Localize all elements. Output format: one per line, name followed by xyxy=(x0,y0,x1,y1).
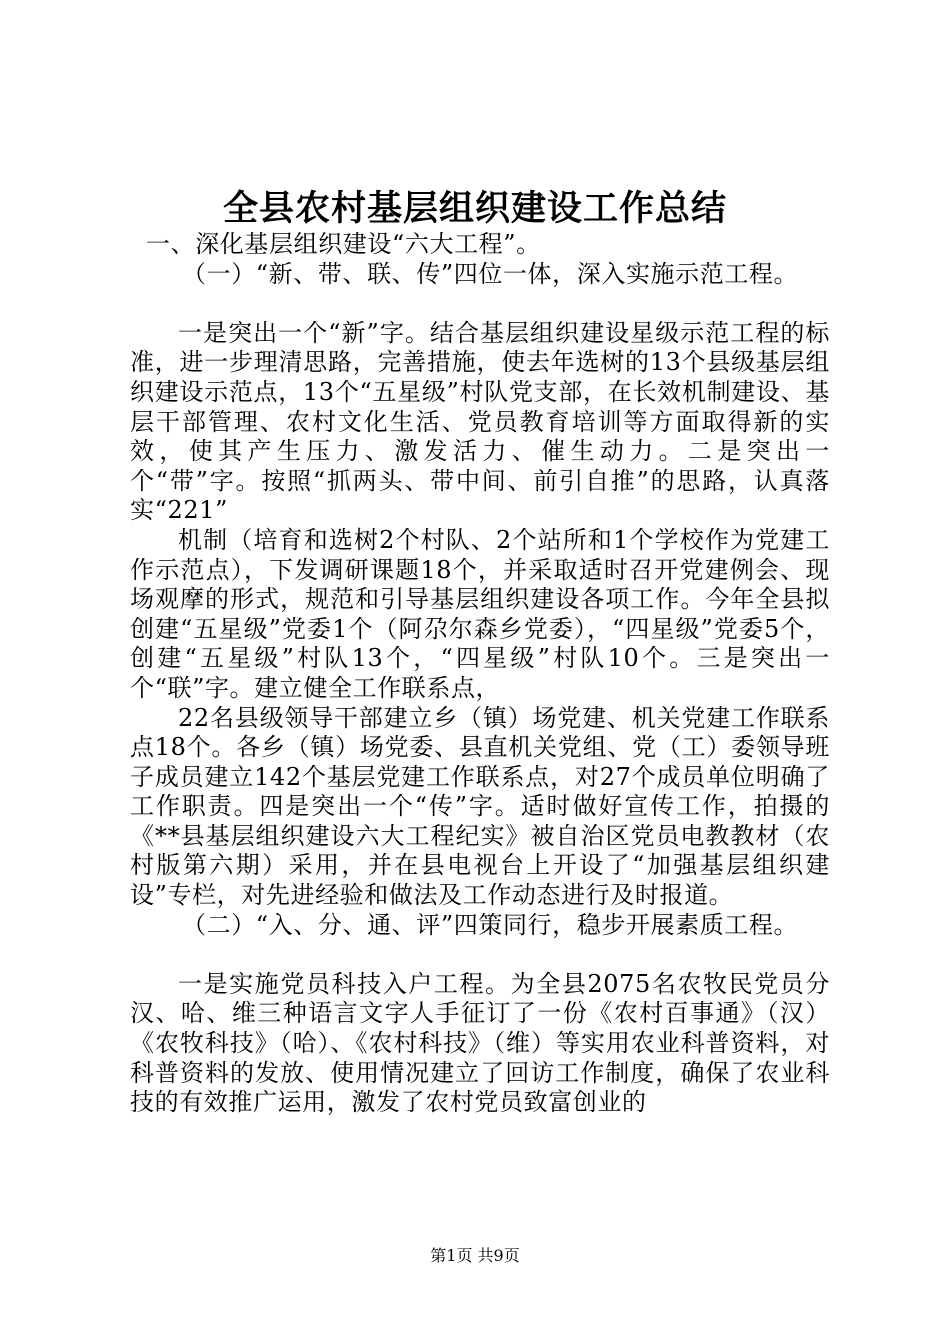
paragraph-1: 一是突出一个“新”字。结合基层组织建设星级示范工程的标准，进一步理清思路，完善措施，使去年选树的13个县级基层组织建设示范点，13个“五星级”村队党支部，在长效机制建设、基层干部管理、农村文化生活、党员教育培训等方面取得新的实效，使其产生压力、激发活力、催生动力。二是突出一个“带”字。按照“抓两头、带中间、前引自推”的思路，认真落实“221” xyxy=(130,318,830,525)
paragraph-2: 机制（培育和选树2个村队、2个站所和1个学校作为党建工作示范点），下发调研课题18个，并采取适时召开党建例会、现场观摩的形式，规范和引导基层组织建设各项工作。今年全县拟创建“五星级”党委1个（阿尕尔森乡党委），“四星级”党委5个，创建“五星级”村队13个，“四星级”村队10个。三是突出一个“联”字。建立健全工作联系点， xyxy=(130,525,830,702)
section-heading-1: 一、深化基层组织建设“六大工程”。 xyxy=(146,230,541,258)
page-footer: 第1页 共9页 xyxy=(430,1246,520,1265)
subsection-heading-1: （一）“新、带、联、传”四位一体，深入实施示范工程。 xyxy=(182,259,799,288)
paragraph-3: 22名县级领导干部建立乡（镇）场党建、机关党建工作联系点18个。各乡（镇）场党委、县直机关党组、党（工）委领导班子成员建立142个基层党建工作联系点，对27个成员单位明确了工作职责。四是突出一个“传”字。适时做好宣传工作，拍摄的《**县基层组织建设六大工程纪实》被自治区党员电教教材（农村版第六期）采用，并在县电视台上开设了“加强基层组织建设”专栏，对先进经验和做法及工作动态进行及时报道。 xyxy=(130,703,830,910)
document-title: 全县农村基层组织建设工作总结 xyxy=(222,188,727,229)
subsection-heading-2: （二）“入、分、通、评”四策同行，稳步开展素质工程。 xyxy=(182,910,799,939)
paragraph-4: 一是实施党员科技入户工程。为全县2075名农牧民党员分汉、哈、维三种语言文字人手征订了一份《农村百事通》（汉）《农牧科技》（哈）、《农村科技》（维）等实用农业科普资料，对科普资料的发放、使用情况建立了回访工作制度，确保了农业科技的有效推广运用，激发了农村党员致富创业的 xyxy=(130,969,830,1117)
document-body xyxy=(130,230,830,1118)
